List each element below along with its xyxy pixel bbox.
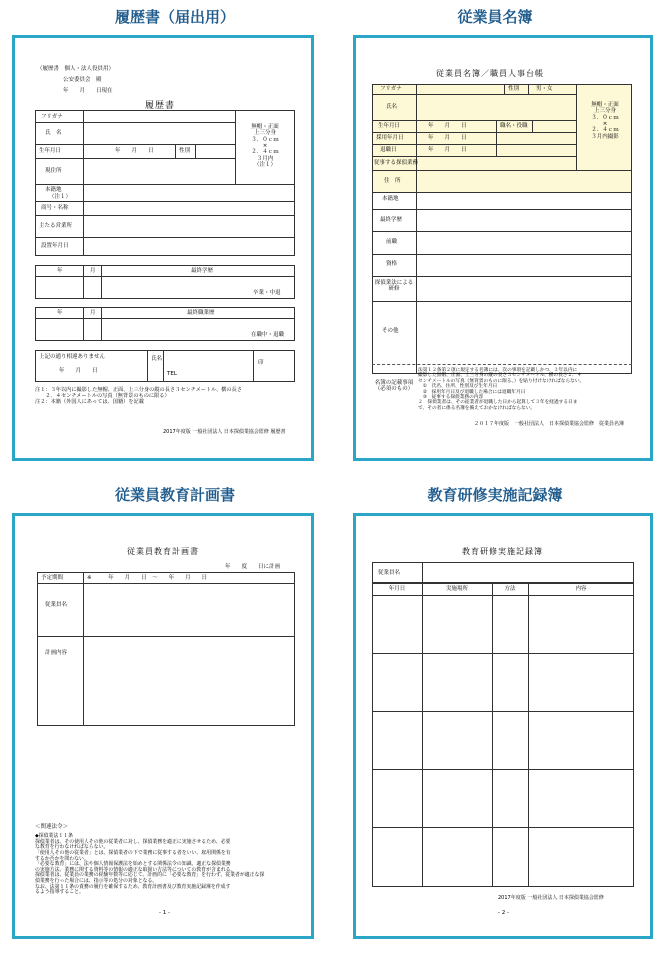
meibo-other: その他: [382, 328, 399, 334]
kiroku-footer: 2017年度版 一般社団法人 日本探偵業協会監修: [498, 895, 604, 901]
meibo-duty: 従事する探偵業務: [374, 160, 419, 166]
meibo-note-label: 名簿の記載事項 （必須のもの）: [374, 380, 414, 393]
keikaku-top-date: 年 度 日に計画: [225, 564, 281, 570]
rireki-furigana-label: フリガナ: [41, 114, 63, 120]
meibo-sex-label: 性別: [508, 86, 520, 92]
kiroku-col-place: 実施場所: [445, 586, 468, 592]
meibo-honseki: 本籍地: [382, 196, 399, 202]
kiroku-col-date: 年月日: [388, 586, 406, 592]
kiroku-staff-box: [372, 562, 634, 583]
work-status: 在職中・退職: [251, 332, 285, 338]
edu-month-header: 月: [90, 268, 96, 274]
meibo-addr: 住 所: [384, 178, 401, 184]
title-rirekisho: 履歴書（届出用）: [114, 8, 235, 26]
rireki-heading: 履歴書: [145, 101, 176, 111]
keikaku-heading: 従業員教育計画書: [127, 547, 199, 556]
meibo-hire-date: 年 月 日: [428, 135, 467, 141]
meibo-post: 職名・役職: [500, 123, 528, 129]
rireki-sex-label: 性別: [179, 148, 191, 154]
rireki-estab-label: 設置年月日: [41, 243, 69, 249]
rireki-photo-note: 無帽・正面 上三分身 ３．０ｃｍ × ２．４ｃｍ ３月内 （注１）: [251, 124, 279, 168]
rireki-honseki-note: （注１）: [49, 194, 72, 200]
pledge-text: 上記の通り相違ありません: [39, 354, 106, 360]
keikaku-law-text: ◆探偵業法１１条 探偵業者は、その使用人その他の従業者に対し、探偵業務を適正に実施させるため、必要 な教育を行わなければならない。 「使用人その他の従業者」とは、探偵業者の下で業務に従事する者をいい、雇用関係を有 するか否かを問わない。 「必要な教育」には、法や個人情報保護法を始めとする関係法令の知識、適正な探偵業務 の実施方法、業務に関する資料等の情報の適正な取扱い方法等についての教育が含まれる。 探偵業者は、従業員の業務の経験年数等に応じて、計画的に「必要な教育」を行わず、従業者が適正な探 偵業務を行った場合には、指示等の処分の対象となる。 なお、法第１１条の責務の履行を確保するため、教育計画書及び教育実施記録簿を作成す るよう指導すること。: [35, 833, 265, 896]
rireki-honseki-label: 本籍地: [45, 187, 62, 193]
work-history-header: 最終職業歴: [187, 310, 215, 316]
title-jugyoin-meibo: 従業員名簿: [457, 8, 533, 26]
edu-year-header: 年: [57, 268, 63, 274]
meibo-career: 前職: [386, 239, 398, 245]
rireki-birth-label: 生年月日: [39, 148, 62, 154]
keikaku-table: [37, 572, 295, 726]
rireki-office-label: 主たる営業所: [39, 223, 73, 229]
meibo-birth-date: 年 月 日: [428, 123, 467, 129]
keikaku-page-number: - 1 -: [159, 910, 170, 916]
rireki-date: 年 月 日現在: [63, 88, 113, 94]
rirekisho-document[interactable]: [12, 35, 314, 461]
meibo-retire-date: 年 月 日: [428, 147, 467, 153]
pledge-seal: 印: [258, 360, 264, 366]
meibo-document[interactable]: [353, 35, 653, 461]
kyoiku-keikaku-document[interactable]: [12, 513, 314, 939]
pledge-name-label: 氏名: [151, 356, 163, 362]
kiroku-page-number: - 2 -: [498, 910, 509, 916]
kiroku-col-method: 方法: [504, 586, 516, 592]
edu-grad-status: 卒業・中退: [253, 290, 281, 296]
rireki-addressee: 公安委員会 殿: [63, 77, 102, 83]
keikaku-period-label: 予定期間: [41, 575, 64, 581]
kiroku-staff-label: 従業員名: [378, 570, 401, 576]
kiroku-heading: 教育研修実施記録簿: [462, 547, 543, 556]
keikaku-law-heading: ＜関連法令＞: [35, 824, 69, 830]
work-month-header: 月: [90, 310, 96, 316]
meibo-name: 氏名: [386, 104, 398, 110]
kiroku-col-content: 内容: [575, 586, 587, 592]
rireki-notes: 注１：３年以内に撮影した無帽、正面、上三分身の縦の長さ３センチメートル、横の長さ ２．４センチメートルの写真（無背景のものに限る） 注２：本籍（外国人にあっては、国籍）を記載: [35, 387, 242, 405]
keikaku-staff-label: 従業員名: [45, 602, 68, 608]
rireki-footer: 2017年度版 一般社団法人 日本探偵業協会監修 履歴書: [163, 429, 286, 435]
work-year-header: 年: [57, 310, 63, 316]
meibo-heading: 従業員名簿／職員人事台帳: [436, 69, 544, 78]
title-kyoiku-keikaku: 従業員教育計画書: [114, 486, 235, 504]
rireki-name-label: 氏 名: [45, 130, 62, 136]
meibo-qual: 資格: [386, 261, 398, 267]
meibo-sex-value: 男・女: [536, 86, 553, 92]
rireki-doc-type: （履歴書 個人・法人役員用）: [37, 66, 115, 72]
edu-history-header: 最終学歴: [191, 268, 214, 274]
kyoiku-kiroku-document[interactable]: [353, 513, 653, 939]
meibo-retire: 退職日: [380, 147, 397, 153]
meibo-furigana: フリガナ: [380, 86, 402, 92]
rireki-yago-label: 商号・名称: [41, 205, 69, 211]
meibo-birth: 生年月日: [378, 123, 401, 129]
keikaku-period-value: ※ 年 月 日 ～ 年 月 日: [87, 575, 208, 581]
meibo-training: 探偵業法による 研修: [374, 280, 414, 293]
meibo-edu: 最終学歴: [380, 217, 403, 223]
rireki-birth-date: 年 月 日: [115, 148, 154, 154]
pledge-tel: TEL: [167, 371, 177, 377]
pledge-date: 年 月 日: [59, 368, 98, 374]
title-kyoiku-kiroku: 教育研修実施記録簿: [427, 486, 563, 504]
meibo-photo-note: 無帽・正面 上三分身 ３．０ｃｍ × ２．４ｃｍ ３月内撮影: [591, 102, 619, 140]
rireki-current-label: 現住所: [45, 168, 62, 174]
meibo-note-text: 法第１２条第２項に規定する名簿には、次の事項を記載しかつ、３年以内に 撮影した無帽、正面、上三分身の縦の長さ３センチメートル、横の長さ２．４ センチメートルの写真（無背景のものに限る。）を貼り付けなければならない。 ① 氏名、住所、性別及び生年月日 ② 採用年月日及び退職した場合には退職年月日 ③ 従事する探偵業務の内容 ２ 探偵業者は、その従業者が退職した日から起算して３年を経過する日ま で、その者に係る名簿を備えておかなければならない。: [418, 368, 585, 411]
keikaku-plan-label: 計画内容: [45, 650, 68, 656]
meibo-hire: 採用年月日: [376, 135, 404, 141]
meibo-footer: ２０１７年度版 一般社団法人 日本探偵業協会監修 従業員名簿: [474, 421, 625, 427]
kiroku-table: [372, 583, 634, 887]
